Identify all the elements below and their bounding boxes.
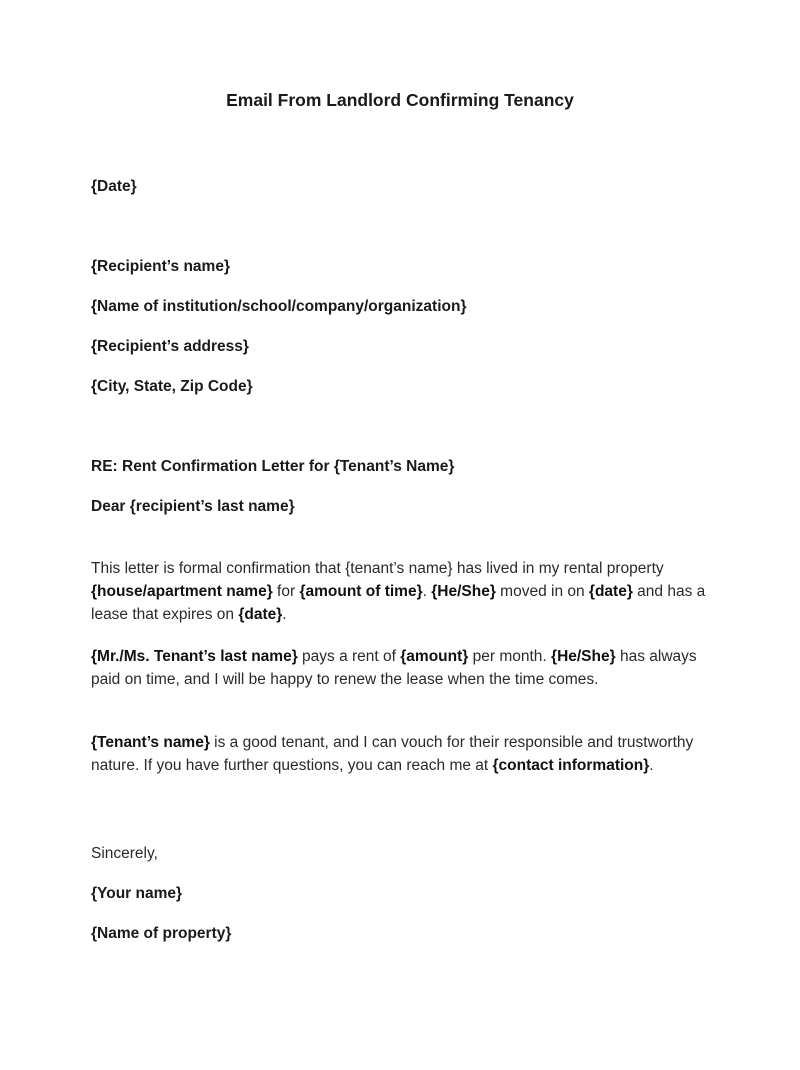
paragraph-text: . (422, 583, 432, 600)
placeholder-amount: {amount} (400, 648, 469, 665)
paragraph-text: per month. (468, 648, 552, 665)
paragraph-text: . (649, 757, 654, 774)
paragraph-text: for (272, 583, 300, 600)
paragraph-text: has always paid on time, and I will be happy to renew the lease when the time comes. (91, 648, 697, 688)
recipient-address: {Recipient’s address} (91, 338, 249, 355)
body-paragraph-1 (91, 557, 716, 626)
body-paragraph-2 (91, 645, 716, 691)
paragraph-text: pays a rent of (297, 648, 401, 665)
signature-name: {Your name} (91, 885, 183, 902)
document-title: Email From Landlord Confirming Tenancy (226, 90, 574, 110)
placeholder-move-in-date: {date} (588, 583, 633, 600)
paragraph-text: and has a lease that expires on (91, 583, 706, 623)
placeholder-house-name: {house/apartment name} (91, 583, 273, 600)
recipient-name: {Recipient’s name} (91, 258, 230, 275)
signature-property: {Name of property} (91, 925, 232, 942)
placeholder-tenant-name: {Tenant’s name} (91, 734, 210, 751)
placeholder-pronoun: {He/She} (431, 583, 496, 600)
subject-line: RE: Rent Confirmation Letter for {Tenant’s Name} (91, 458, 455, 475)
body-paragraph-3 (91, 731, 716, 777)
closing: Sincerely, (91, 845, 158, 862)
date-placeholder: {Date} (91, 178, 137, 195)
placeholder-amount-of-time: {amount of time} (299, 583, 423, 600)
recipient-city-state-zip: {City, State, Zip Code} (91, 378, 253, 395)
placeholder-contact-information: {contact information} (492, 757, 650, 774)
placeholder-tenant-last-name: {Mr./Ms. Tenant’s last name} (91, 648, 298, 665)
placeholder-pronoun: {He/She} (551, 648, 616, 665)
placeholder-expiry-date: {date} (238, 606, 283, 623)
paragraph-text: moved in on (495, 583, 589, 600)
recipient-institution: {Name of institution/school/company/organization} (91, 298, 467, 315)
salutation: Dear {recipient’s last name} (91, 498, 295, 515)
paragraph-text: is a good tenant, and I can vouch for their responsible and trustworthy nature. If you have further questions, you can reach me at (91, 734, 694, 774)
paragraph-text: This letter is formal confirmation that {tenant’s name} has lived in my rental property (91, 560, 664, 577)
paragraph-text: . (282, 606, 287, 623)
